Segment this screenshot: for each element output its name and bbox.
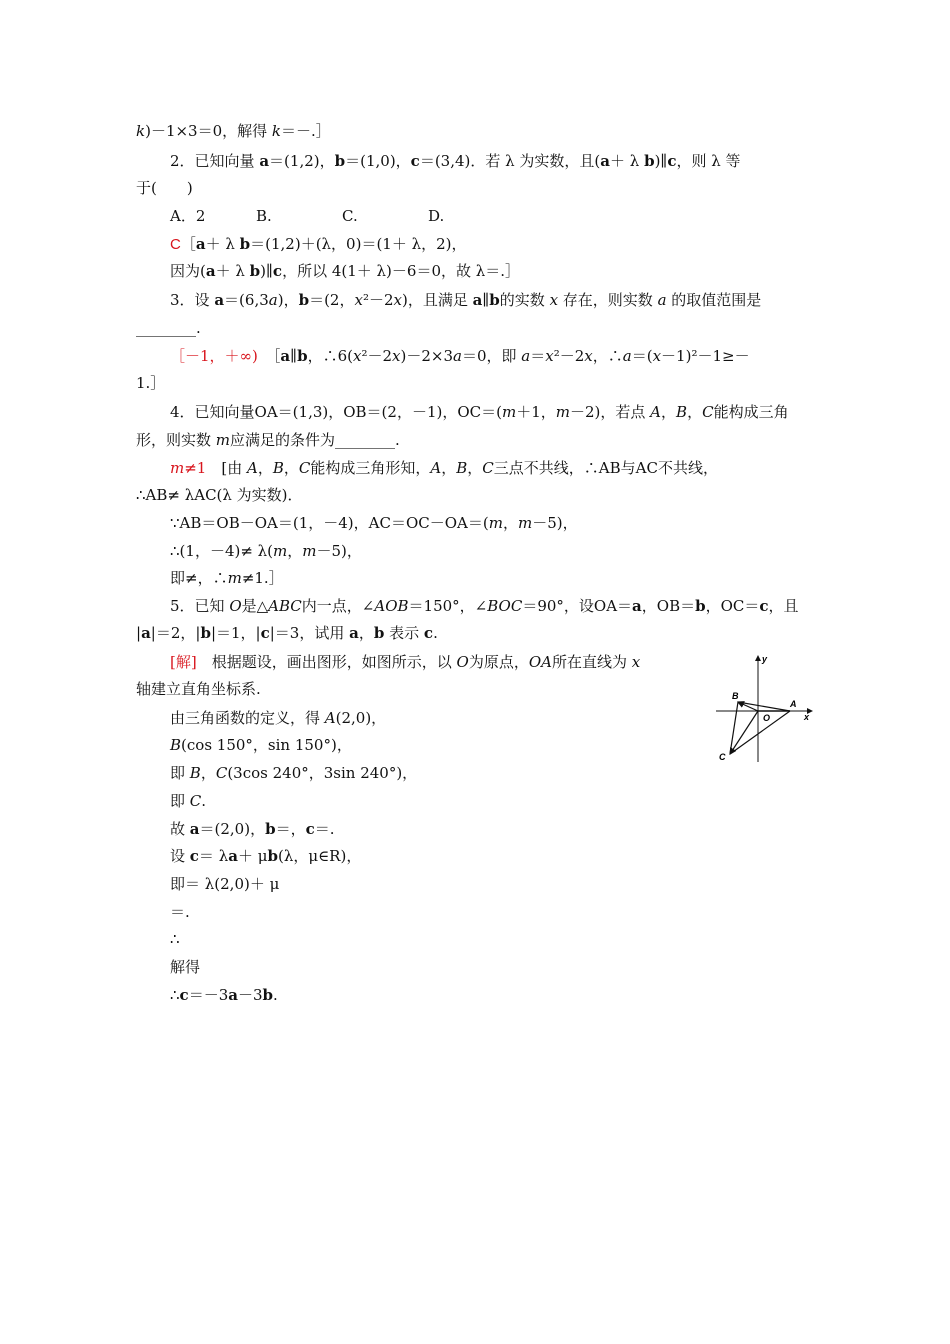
problem-3-stem: 3．设 a＝(6,3a)，b＝(2，x²－2x)，且满足 a∥b的实数 x 存在，则实数 a 的取值范围是 xyxy=(170,291,762,309)
problem-2-solution: 因为(a＋ λ b)∥c，所以 4(1＋ λ)－6＝0，故 λ＝.］ xyxy=(170,262,521,280)
segment-b-c xyxy=(730,702,738,754)
problem-3-blank: ________. xyxy=(136,319,201,337)
problem-2-stem: 2．已知向量 a＝(1,2)，b＝(1,0)，c＝(3,4)．若 λ 为实数，且(a＋ λ b)∥c，则 λ 等 xyxy=(170,152,741,170)
problem-5-solution-1: [解] 根据题设，画出图形，如图所示，以 O为原点，OA所在直线为 x xyxy=(170,653,641,671)
problem-5-solution-8: 设 c＝ λa＋ μb(λ，μ∈R)， xyxy=(170,847,362,865)
point-b-label: B xyxy=(732,691,739,701)
origin-o-label: O xyxy=(763,713,771,723)
problem-4-solution-1: ∴AB≠ λAC(λ 为实数)． xyxy=(136,486,303,504)
problem-5-solution-4: B(cos 150°，sin 150°)， xyxy=(170,736,352,754)
problem-3-answer: ［－1，＋∞) ［a∥b，∴6(x²－2x)－2×3a＝0，即 a＝x²－2x，∴a＝(x－1)²－1≥－ xyxy=(170,347,750,365)
problem-4-solution-4: 即≠，∴m≠1.］ xyxy=(170,569,284,587)
problem-5-solution-3: 由三角函数的定义，得 A(2,0)， xyxy=(170,709,387,727)
problem-5-stem-cont: |a|＝2，|b|＝1，|c|＝3，试用 a，b 表示 c. xyxy=(136,624,438,642)
segment-a-c xyxy=(730,711,790,754)
problem-5-stem: 5．已知 O是△ABC内一点，∠AOB＝150°，∠BOC＝90°，设OA＝a，OB＝b，OC＝c，且 xyxy=(170,597,799,615)
y-axis-label: y xyxy=(762,654,768,664)
problem-5-solution-12: 解得 xyxy=(170,958,201,976)
x-axis-label: x xyxy=(804,712,810,722)
problem-4-stem-cont: 形，则实数 m应满足的条件为________. xyxy=(136,431,400,449)
problem-5-solution-11: ∴ xyxy=(170,930,180,948)
problem-5-solution-5: 即 B，C(3cos 240°，3sin 240°)， xyxy=(170,764,418,782)
line-1: k)－1×3＝0，解得 k＝－.］ xyxy=(136,122,331,140)
point-a-label: A xyxy=(790,699,797,709)
problem-5-solution-6: 即 C. xyxy=(170,792,207,810)
problem-4-stem: 4．已知向量OA＝(1,3)，OB＝(2，－1)，OC＝(m＋1，m－2)，若点 A，B，C能构成三角 xyxy=(170,403,789,421)
problem-3-answer-cont: 1.］ xyxy=(136,374,166,392)
problem-5-solution-10: ＝. xyxy=(170,903,190,921)
problem-2-answer: C［a＋ λ b＝(1,2)＋(λ，0)＝(1＋ λ，2)， xyxy=(170,235,467,253)
problem-4-solution-2: ∵AB＝OB－OA＝(1，－4)，AC＝OC－OA＝(m，m－5)， xyxy=(170,514,578,532)
problem-5-solution-7: 故 a＝(2,0)，b＝，c＝. xyxy=(170,820,335,838)
problem-5-solution-2: 轴建立直角坐标系. xyxy=(136,680,261,698)
point-c-label: C xyxy=(719,752,726,762)
segment-a-b xyxy=(738,702,790,711)
problem-5-final-answer: ∴c＝－3a－3b. xyxy=(170,986,278,1004)
segment-o-c xyxy=(730,711,758,754)
problem-4-answer: m≠1 [由 A，B，C能构成三角形知，A，B，C三点不共线，∴AB与AC不共线， xyxy=(170,459,718,477)
problem-2-stem-cont: 于( ) xyxy=(136,179,193,197)
problem-5-solution-9: 即＝ λ(2,0)＋ μ xyxy=(170,875,280,893)
coordinate-figure xyxy=(708,650,828,770)
problem-2-options: A．2 B. C. D. xyxy=(170,207,445,225)
problem-4-solution-3: ∴(1，－4)≠ λ(m，m－5)， xyxy=(170,542,362,560)
